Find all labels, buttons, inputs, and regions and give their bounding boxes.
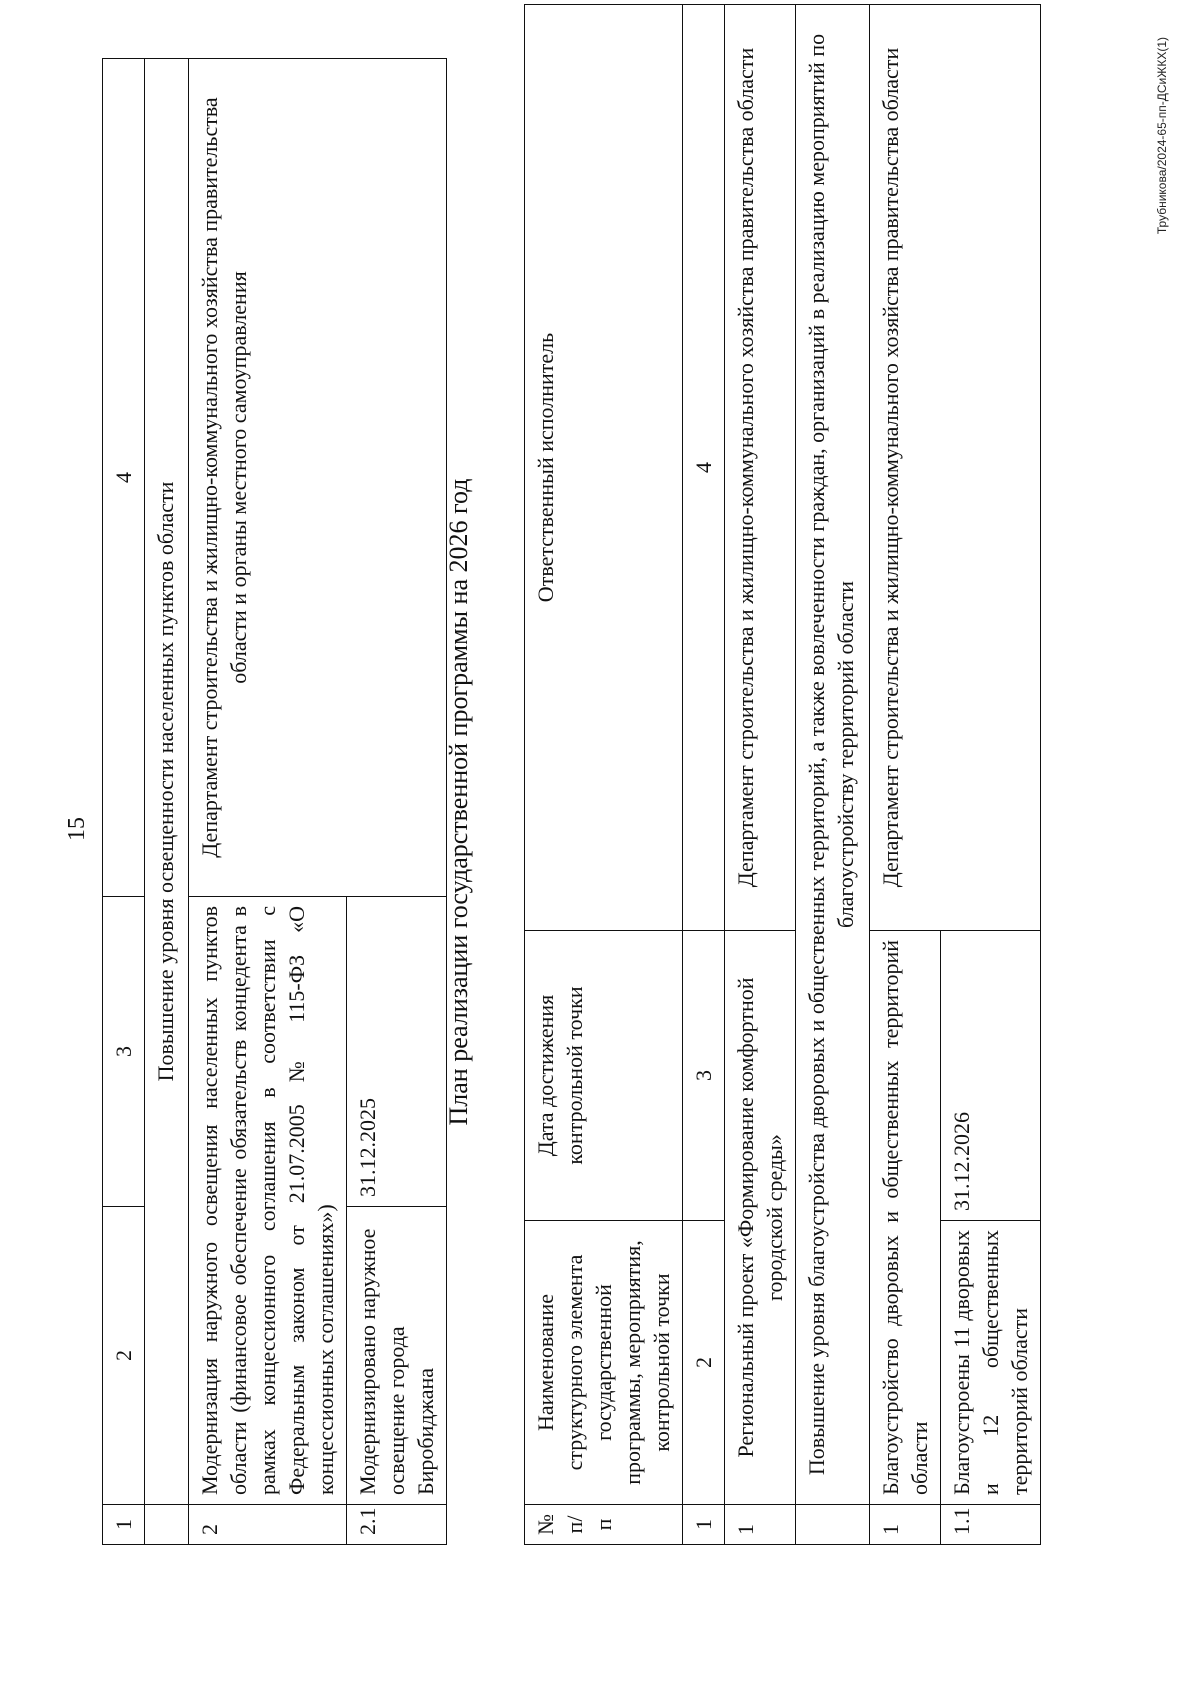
row-name: Благоустройство дворовых и общественных территорий области [870, 931, 941, 1505]
table-row [103, 59, 145, 1545]
table-plan-2026 [524, 4, 1041, 1545]
row-number: 2.1 [347, 1505, 447, 1545]
table-continuation [102, 58, 447, 1545]
index-cell: 4 [683, 5, 725, 931]
row-date: 31.12.2025 [347, 897, 447, 1207]
project-responsible: Департамент строительства и жилищно-коммунального хозяйства правительства области [725, 5, 796, 931]
row-number: 1 [725, 1505, 796, 1545]
row-date: 31.12.2026 [941, 931, 1041, 1221]
header-cell: Ответственный исполнитель [525, 5, 683, 931]
header-cell: Дата достижения контрольной точки [525, 931, 683, 1221]
row-name: Благоустроены 11 дворовых и 12 общественных территорий области [941, 1221, 1041, 1505]
index-cell: 1 [683, 1505, 725, 1545]
table-row [145, 59, 189, 1545]
table-row [525, 5, 683, 1545]
row-number: 1.1 [941, 1505, 1041, 1545]
section-title: Повышение уровня благоустройства дворовых и общественных территорий, а также вовлеченности граждан, организаций в реализацию мероприятий по благоустройству территорий области [796, 5, 870, 1505]
footer-document-code: Трубникова/2024-65-пп-ДСиЖКХ(1) [1155, 37, 1169, 235]
header-cell: № п/п [525, 1505, 683, 1545]
header-cell: 3 [103, 897, 145, 1207]
row-responsible: Департамент строительства и жилищно-коммунального хозяйства правительства области [870, 5, 1041, 931]
row-responsible: Департамент строительства и жилищно-коммунального хозяйства правительства области и органы местного самоуправления [189, 59, 447, 897]
project-name: Региональный проект «Формирование комфортной городской среды» [725, 931, 796, 1505]
table-row [189, 59, 347, 1545]
plan-title: План реализации государственной программы на 2026 год [444, 478, 473, 1126]
table-row [870, 5, 941, 1545]
row-number: 1 [870, 1505, 941, 1545]
section-title: Повышение уровня освещенности населенных пунктов области [145, 59, 189, 1505]
table-row [725, 5, 796, 1545]
page-number: 15 [64, 817, 90, 841]
header-cell: 1 [103, 1505, 145, 1545]
index-cell: 3 [683, 931, 725, 1221]
header-cell: 2 [103, 1207, 145, 1505]
header-cell: 4 [103, 59, 145, 897]
table-row [796, 5, 870, 1545]
row-name: Модернизация наружного освещения населенных пунктов области (финансовое обеспечение обязательств концедента в рамках концессионного соглашения в соответствии с Федеральным законом от 21.07.2005 № 115-ФЗ «О концессионных соглашениях») [189, 897, 347, 1505]
index-cell: 2 [683, 1221, 725, 1505]
header-cell: Наименование структурного элемента государственной программы, мероприятия, контрольной точки [525, 1221, 683, 1505]
row-name: Модернизировано наружное освещение города Биробиджана [347, 1207, 447, 1505]
table-row [683, 5, 725, 1545]
row-number: 2 [189, 1505, 347, 1545]
